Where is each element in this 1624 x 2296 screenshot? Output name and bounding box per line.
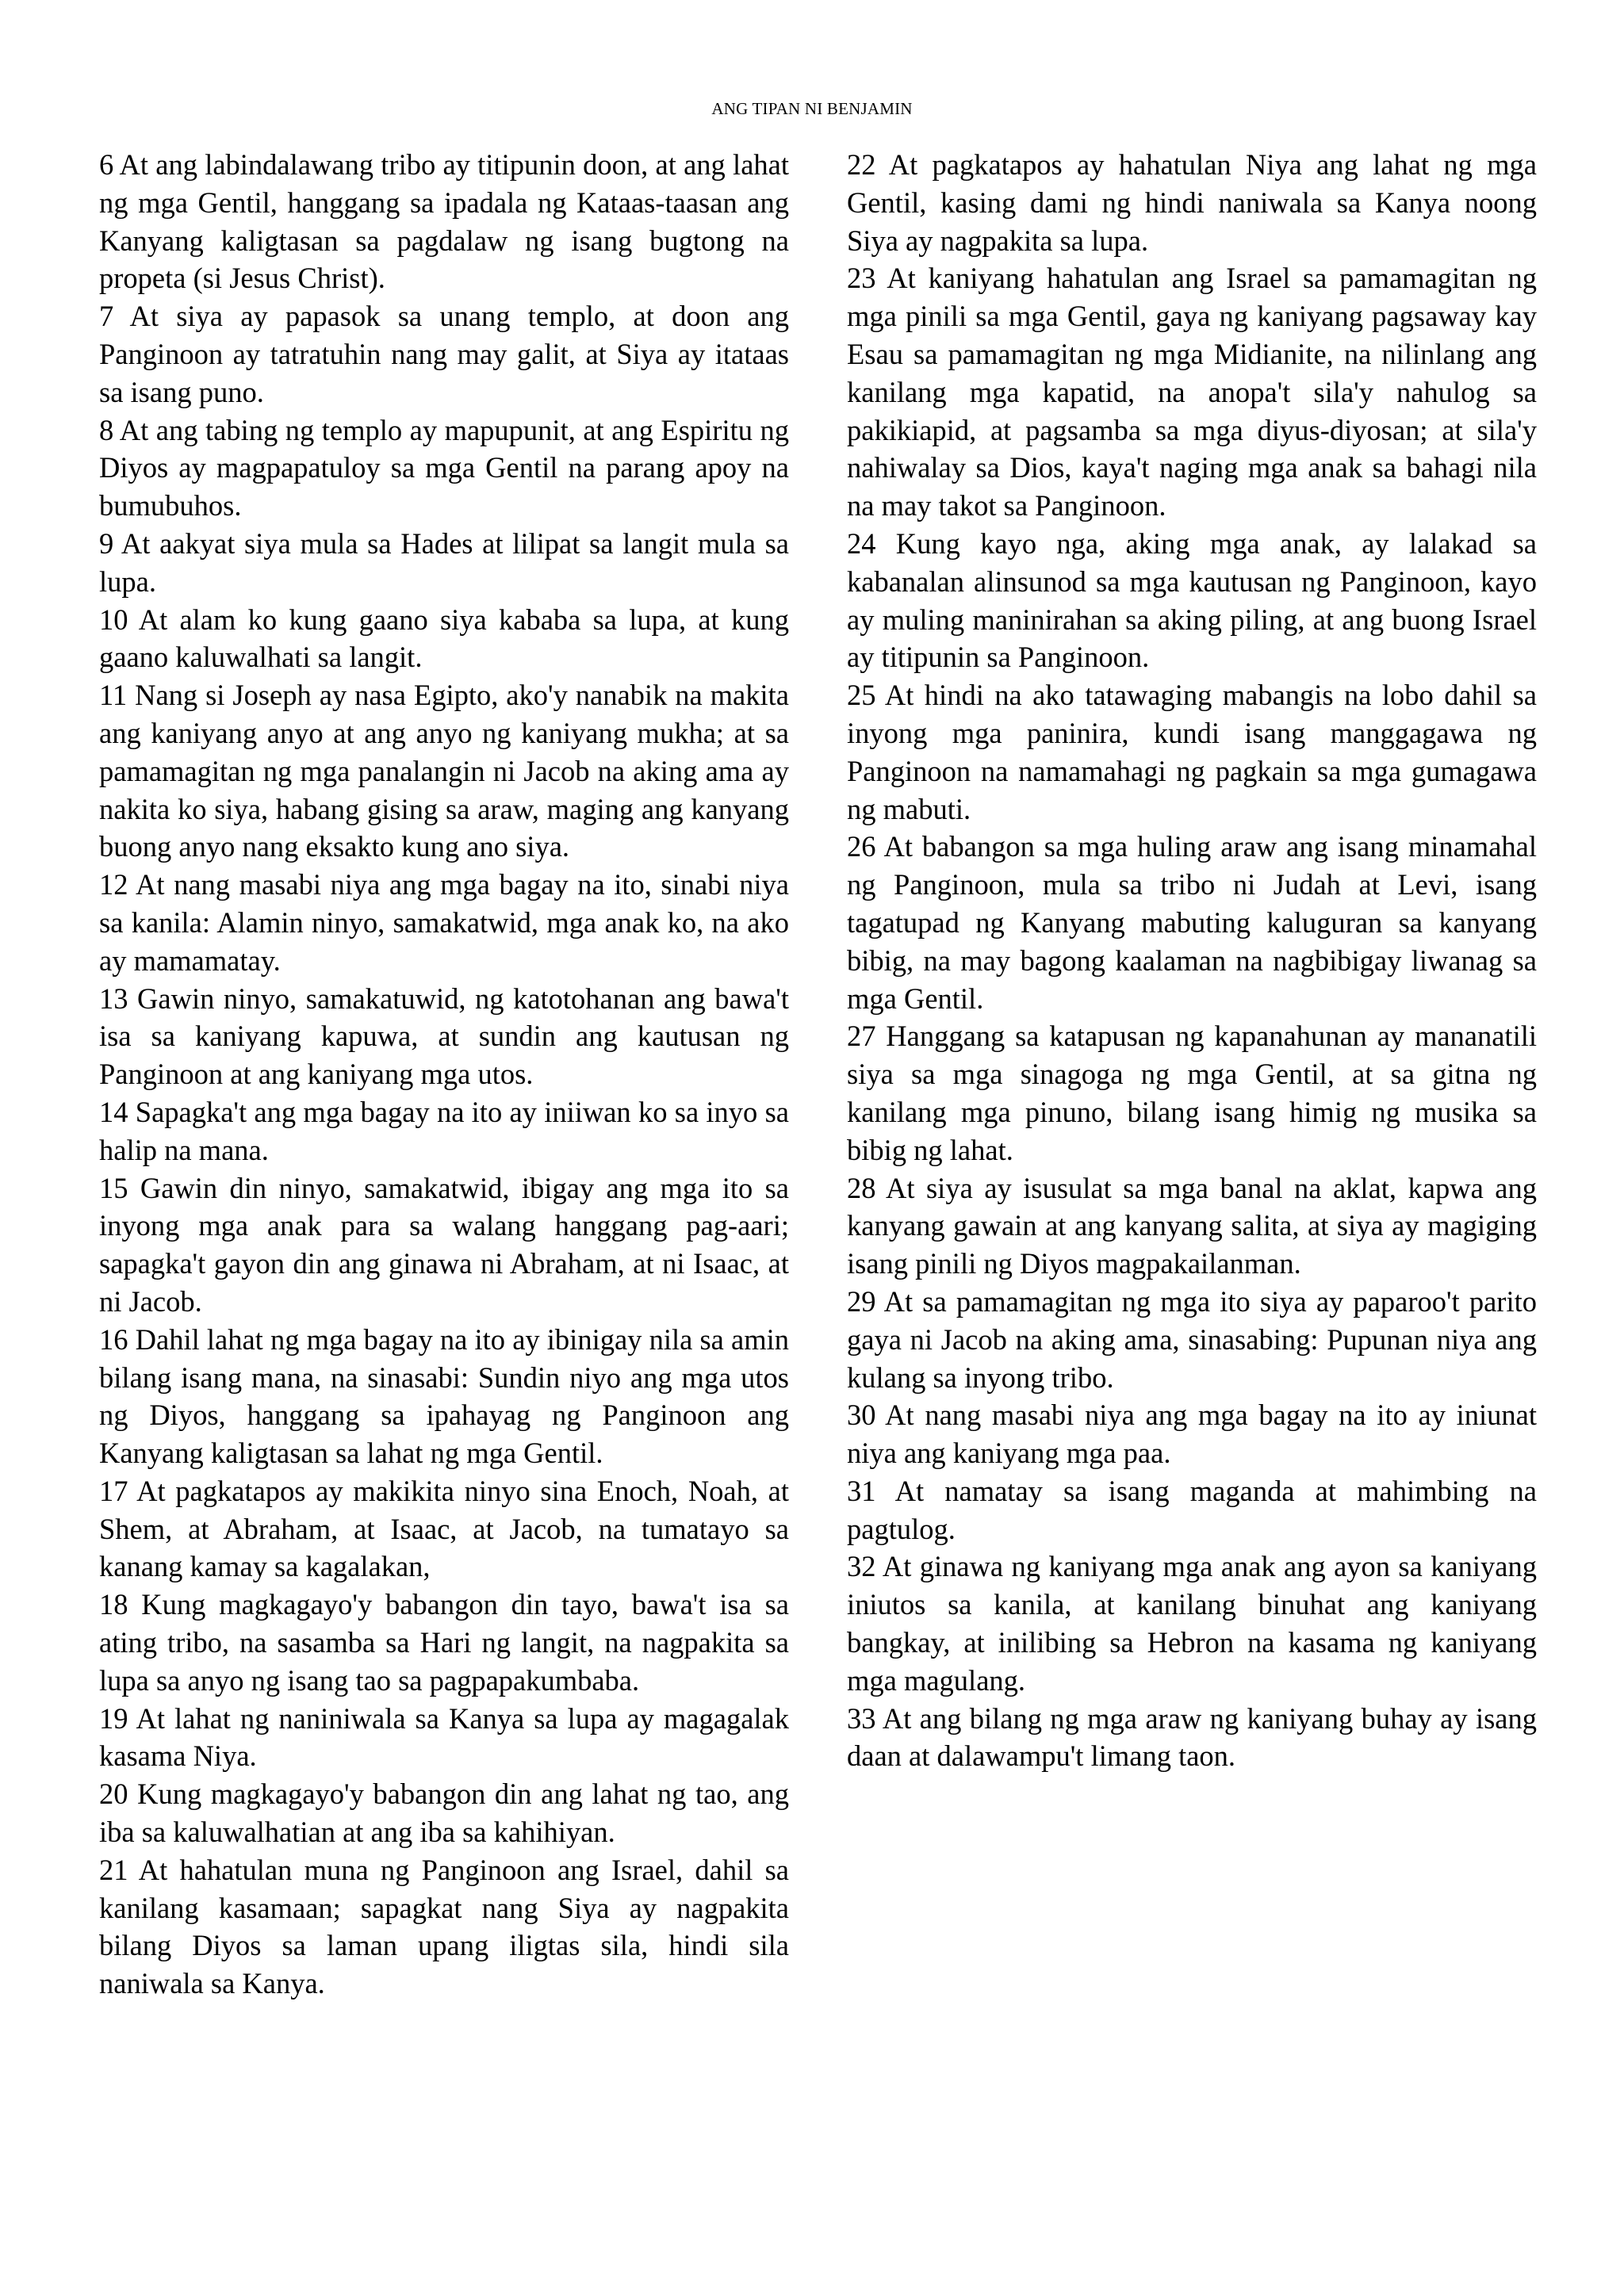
verse-21: 21 At hahatulan muna ng Panginoon ang Israel, dahil sa kanilang kasamaan; sapagkat nang Siya ay nagpakita bilang Diyos sa laman upang iligtas sila, hindi sila naniwala sa Kanya.	[99, 1853, 789, 2000]
verse-6: 6 At ang labindalawang tribo ay titipunin doon, at ang lahat ng mga Gentil, hanggang sa ipadala ng Kataas-taasan ang Kanyang kaligtasan sa pagdalaw ng isang bugtong na propeta (si Jesus Christ).	[99, 148, 789, 295]
verse-25: 25 At hindi na ako tatawaging mabangis na lobo dahil sa inyong mga paninira, kundi isang manggagawa ng Panginoon na namamahagi ng pagkain sa mga gumagawa ng mabuti.	[847, 679, 1537, 825]
verse-14: 14 Sapagka't ang mga bagay na ito ay iniiwan ko sa inyo sa halip na mana.	[99, 1095, 789, 1166]
verse-23: 23 At kaniyang hahatulan ang Israel sa pamamagitan ng mga pinili sa mga Gentil, gaya ng kaniyang pagsaway kay Esau sa pamamagitan ng mga Midianite, na nilinlang ang kanilang mga kapatid, na anopa't sila'y nahulog sa pakikiapid, at pagsamba sa mga diyus-diyosan; at sila'y nahiwalay sa Dios, kaya't naging mga anak sa bahagi nila na may takot sa Panginoon.	[847, 262, 1537, 522]
verse-12: 12 At nang masabi niya ang mga bagay na ito, sinabi niya sa kanila: Alamin ninyo, samakatwid, mga anak ko, na ako ay mamamatay.	[99, 868, 789, 977]
verse-16: 16 Dahil lahat ng mga bagay na ito ay ibinigay nila sa amin bilang isang mana, na sinasabi: Sundin niyo ang mga utos ng Diyos, hanggang sa ipahayag ng Panginoon ang Kanyang kaligtasan sa lahat ng mga Gentil.	[99, 1322, 789, 1470]
verse-30: 30 At nang masabi niya ang mga bagay na ito ay iniunat niya ang kaniyang mga paa.	[847, 1399, 1537, 1470]
verse-28: 28 At siya ay isusulat sa mga banal na aklat, kapwa ang kanyang gawain at ang kanyang salita, at siya ay magiging isang pinili ng Diyos magpakailanman.	[847, 1171, 1537, 1280]
verse-10: 10 At alam ko kung gaano siya kababa sa lupa, at kung gaano kaluwalhati sa langit.	[99, 603, 789, 674]
verse-7: 7 At siya ay papasok sa unang templo, at doon ang Panginoon ay tatratuhin nang may galit, at Siya ay itataas sa isang puno.	[99, 300, 789, 408]
left-column	[99, 146, 789, 2003]
verse-31: 31 At namatay sa isang maganda at mahimbing na pagtulog.	[847, 1474, 1537, 1545]
verse-9: 9 At aakyat siya mula sa Hades at lilipat sa langit mula sa lupa.	[99, 526, 789, 598]
verse-19: 19 At lahat ng naniniwala sa Kanya sa lupa ay magagalak kasama Niya.	[99, 1701, 789, 1773]
verse-33: 33 At ang bilang ng mga araw ng kaniyang buhay ay isang daan at dalawampu't limang taon.	[847, 1701, 1537, 1773]
verse-29: 29 At sa pamamagitan ng mga ito siya ay paparoo't parito gaya ni Jacob na aking ama, sinasabing: Pupunan niya ang kulang sa inyong tribo.	[847, 1284, 1537, 1394]
verse-27: 27 Hanggang sa katapusan ng kapanahunan ay mananatili siya sa mga sinagoga ng mga Gentil, at sa gitna ng kanilang mga pinuno, bilang isang himig ng musika sa bibig ng lahat.	[847, 1020, 1537, 1166]
verse-24: 24 Kung kayo nga, aking mga anak, ay lalakad sa kabanalan alinsunod sa mga kautusan ng Panginoon, kayo ay muling maninirahan sa aking piling, at ang buong Israel ay titipunin sa Panginoon.	[847, 526, 1537, 674]
verse-26: 26 At babangon sa mga huling araw ang isang minamahal ng Panginoon, mula sa tribo ni Judah at Levi, isang tagatupad ng Kanyang mabuting kaluguran sa kanyang bibig, na may bagong kaalaman na nagbibigay liwanag sa mga Gentil.	[847, 830, 1537, 1015]
running-header: ANG TIPAN NI BENJAMIN	[711, 99, 913, 118]
verse-20: 20 Kung magkagayo'y babangon din ang lahat ng tao, ang iba sa kaluwalhatian at ang iba sa kahihiyan.	[99, 1777, 789, 1849]
verse-32: 32 At ginawa ng kaniyang mga anak ang ayon sa kaniyang iniutos sa kanila, at kanilang binuhat ang kaniyang bangkay, at inilibing sa Hebron na kasama ng kaniyang mga magulang.	[847, 1550, 1537, 1697]
verse-15: 15 Gawin din ninyo, samakatwid, ibigay ang mga ito sa inyong mga anak para sa walang hanggang pag-aari; sapagka't gayon din ang ginawa ni Abraham, at ni Isaac, at ni Jacob.	[99, 1171, 789, 1318]
verse-22: 22 At pagkatapos ay hahatulan Niya ang lahat ng mga Gentil, kasing dami ng hindi naniwala sa Kanya noong Siya ay nagpakita sa lupa.	[847, 148, 1537, 257]
verse-17: 17 At pagkatapos ay makikita ninyo sina Enoch, Noah, at Shem, at Abraham, at Isaac, at Jacob, na tumatayo sa kanang kamay sa kagalakan,	[99, 1474, 789, 1583]
verse-18: 18 Kung magkagayo'y babangon din tayo, bawa't isa sa ating tribo, na sasamba sa Hari ng langit, na nagpakita sa lupa sa anyo ng isang tao sa pagpapakumbaba.	[99, 1588, 789, 1697]
verse-13: 13 Gawin ninyo, samakatuwid, ng katotohanan ang bawa't isa sa kaniyang kapuwa, at sundin ang kautusan ng Panginoon at ang kaniyang mga utos.	[99, 982, 789, 1091]
verse-11: 11 Nang si Joseph ay nasa Egipto, ako'y nanabik na makita ang kaniyang anyo at ang anyo ng kaniyang mukha; at sa pamamagitan ng mga panalangin ni Jacob na aking ama ay nakita ko siya, habang gising sa araw, maging ang kanyang buong anyo nang eksakto kung ano siya.	[99, 679, 789, 863]
verse-8: 8 At ang tabing ng templo ay mapupunit, at ang Espiritu ng Diyos ay magpapatuloy sa mga Gentil na parang apoy na bumubuhos.	[99, 413, 789, 522]
right-column	[847, 146, 1537, 1775]
